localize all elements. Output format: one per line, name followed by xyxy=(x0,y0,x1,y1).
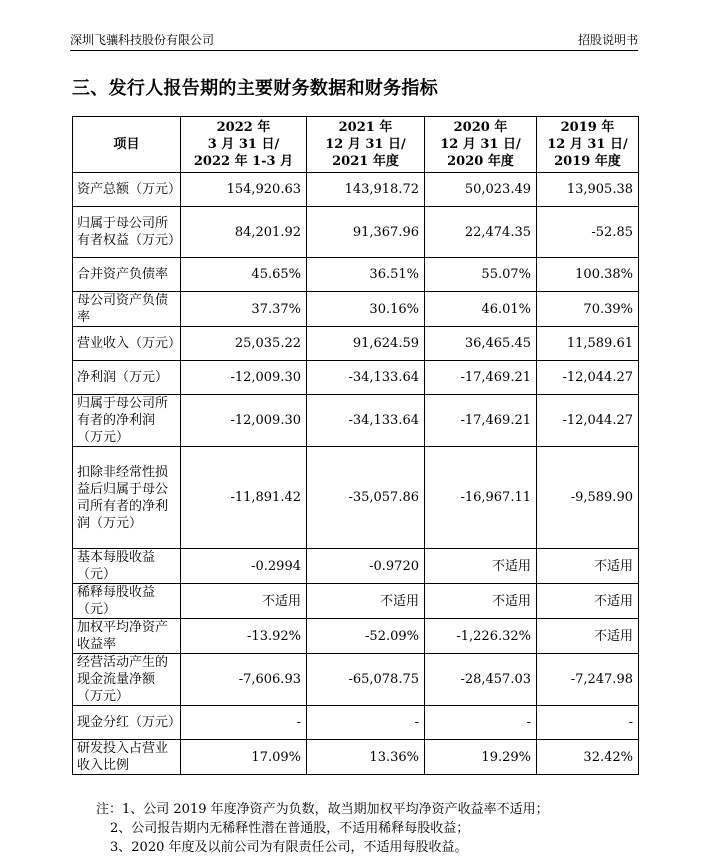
row-label: 现金分红（万元） xyxy=(73,706,181,740)
table-cell: -34,133.64 xyxy=(307,395,425,447)
table-cell: -0.9720 xyxy=(307,549,425,584)
row-label: 资产总额（万元） xyxy=(73,173,181,207)
table-cell: 不适用 xyxy=(425,584,537,619)
table-cell: 100.38% xyxy=(537,258,639,292)
column-header: 2021 年 12 月 31 日/ 2021 年度 xyxy=(307,117,425,173)
table-cell: 11,589.61 xyxy=(537,327,639,361)
table-cell: 不适用 xyxy=(537,549,639,584)
section-title: 三、发行人报告期的主要财务数据和财务指标 xyxy=(72,78,438,99)
table-row xyxy=(73,327,639,361)
table-cell: 46.01% xyxy=(425,292,537,327)
table-cell: 不适用 xyxy=(425,549,537,584)
table-row xyxy=(73,173,639,207)
table-cell: 50,023.49 xyxy=(425,173,537,207)
table-cell: -65,078.75 xyxy=(307,654,425,706)
table-row xyxy=(73,619,639,654)
table-header-row xyxy=(73,117,639,173)
table-cell: 19.29% xyxy=(425,740,537,775)
table-cell: -7,606.93 xyxy=(181,654,307,706)
row-label: 经营活动产生的现金流量净额（万元） xyxy=(73,654,181,706)
financial-data-table xyxy=(72,116,639,775)
table-cell: -17,469.21 xyxy=(425,361,537,395)
table-row xyxy=(73,258,639,292)
column-header: 项目 xyxy=(73,117,181,173)
note-line: 3、2020 年度及以前公司为有限责任公司，不适用每股收益。 xyxy=(110,840,468,855)
row-label: 母公司资产负债率 xyxy=(73,292,181,327)
table-row xyxy=(73,395,639,447)
table-cell: -12,009.30 xyxy=(181,395,307,447)
table-cell: 22,474.35 xyxy=(425,207,537,258)
document-type: 招股说明书 xyxy=(577,33,638,47)
table-cell: - xyxy=(537,706,639,740)
table-cell: 70.39% xyxy=(537,292,639,327)
table-cell: 91,624.59 xyxy=(307,327,425,361)
table-cell: -52.09% xyxy=(307,619,425,654)
table-cell: - xyxy=(181,706,307,740)
table-cell: 30.16% xyxy=(307,292,425,327)
row-label: 扣除非经常性损益后归属于母公司所有者的净利润（万元） xyxy=(73,447,181,549)
row-label: 归属于母公司所有者权益（万元） xyxy=(73,207,181,258)
column-header: 2020 年 12 月 31 日/ 2020 年度 xyxy=(425,117,537,173)
table-cell: -13.92% xyxy=(181,619,307,654)
row-label: 净利润（万元） xyxy=(73,361,181,395)
table-cell: 143,918.72 xyxy=(307,173,425,207)
table-cell: 36,465.45 xyxy=(425,327,537,361)
row-label: 归属于母公司所有者的净利润（万元） xyxy=(73,395,181,447)
table-cell: - xyxy=(425,706,537,740)
table-row xyxy=(73,292,639,327)
table-cell: 45.65% xyxy=(181,258,307,292)
table-cell: -0.2994 xyxy=(181,549,307,584)
row-label: 加权平均净资产收益率 xyxy=(73,619,181,654)
table-row xyxy=(73,207,639,258)
table-cell: -17,469.21 xyxy=(425,395,537,447)
row-label: 营业收入（万元） xyxy=(73,327,181,361)
table-cell: -28,457.03 xyxy=(425,654,537,706)
table-cell: 84,201.92 xyxy=(181,207,307,258)
table-cell: 13,905.38 xyxy=(537,173,639,207)
table-cell: -52.85 xyxy=(537,207,639,258)
table-cell: -16,967.11 xyxy=(425,447,537,549)
row-label: 基本每股收益（元） xyxy=(73,549,181,584)
table-cell: -12,009.30 xyxy=(181,361,307,395)
table-cell: 不适用 xyxy=(537,619,639,654)
table-cell: 25,035.22 xyxy=(181,327,307,361)
table-row xyxy=(73,361,639,395)
table-cell: -35,057.86 xyxy=(307,447,425,549)
row-label: 研发投入占营业收入比例 xyxy=(73,740,181,775)
table-cell: 不适用 xyxy=(307,584,425,619)
table-cell: 13.36% xyxy=(307,740,425,775)
table-row xyxy=(73,447,639,549)
table-cell: 154,920.63 xyxy=(181,173,307,207)
table-cell: -11,891.42 xyxy=(181,447,307,549)
row-label: 合并资产负债率 xyxy=(73,258,181,292)
table-cell: -12,044.27 xyxy=(537,395,639,447)
table-cell: - xyxy=(307,706,425,740)
table-cell: 91,367.96 xyxy=(307,207,425,258)
table-row xyxy=(73,706,639,740)
page-header xyxy=(70,30,638,51)
table-row xyxy=(73,654,639,706)
row-label: 稀释每股收益（元） xyxy=(73,584,181,619)
table-row xyxy=(73,584,639,619)
table-row xyxy=(73,549,639,584)
table-cell: -7,247.98 xyxy=(537,654,639,706)
table-cell: 37.37% xyxy=(181,292,307,327)
note-line: 2、公司报告期内无稀释性潜在普通股，不适用稀释每股收益； xyxy=(110,821,470,836)
table-cell: 不适用 xyxy=(537,584,639,619)
table-cell: 55.07% xyxy=(425,258,537,292)
table-notes xyxy=(96,800,549,857)
table-cell: -12,044.27 xyxy=(537,361,639,395)
note-line: 注：1、公司 2019 年度净资产为负数，故当期加权平均净资产收益率不适用； xyxy=(96,802,549,817)
table-cell: 17.09% xyxy=(181,740,307,775)
column-header: 2022 年 3 月 31 日/ 2022 年 1-3 月 xyxy=(181,117,307,173)
column-header: 2019 年 12 月 31 日/ 2019 年度 xyxy=(537,117,639,173)
table-row xyxy=(73,740,639,775)
table-cell: -34,133.64 xyxy=(307,361,425,395)
table-cell: -1,226.32% xyxy=(425,619,537,654)
company-name: 深圳飞骧科技股份有限公司 xyxy=(70,33,215,47)
table-cell: 32.42% xyxy=(537,740,639,775)
table-cell: 不适用 xyxy=(181,584,307,619)
table-cell: -9,589.90 xyxy=(537,447,639,549)
table-cell: 36.51% xyxy=(307,258,425,292)
